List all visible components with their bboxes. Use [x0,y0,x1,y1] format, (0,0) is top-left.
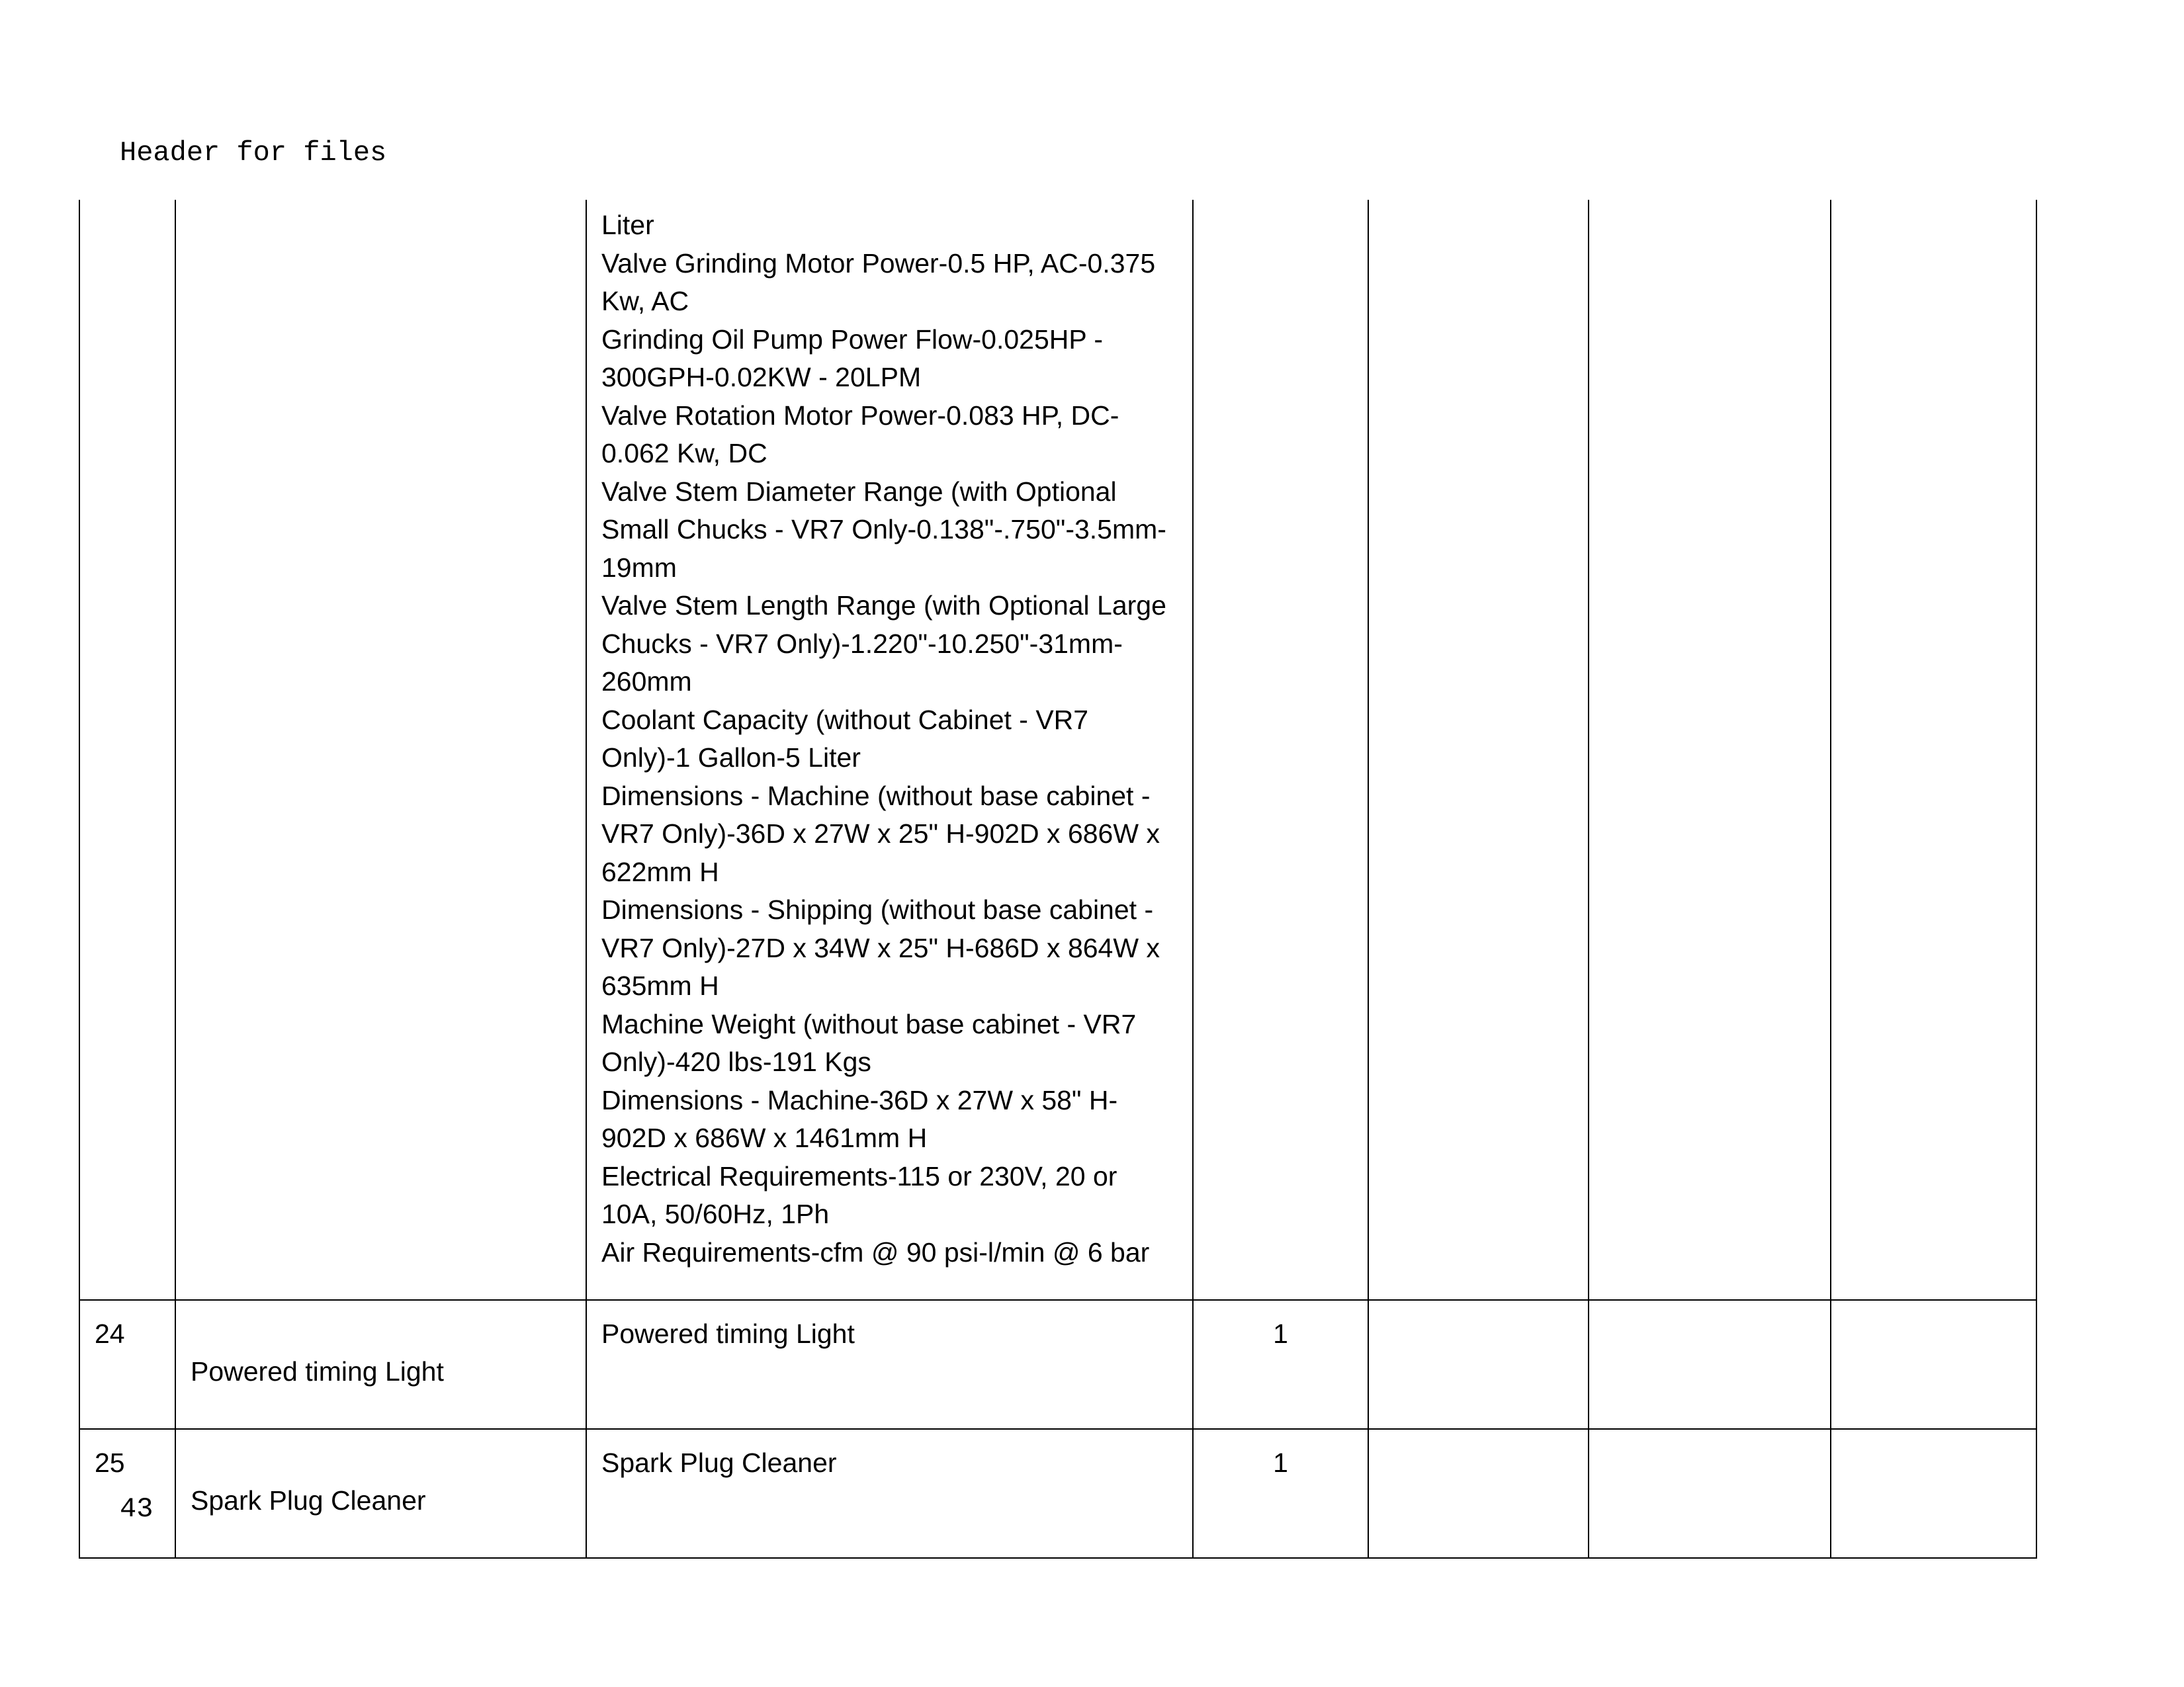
spec-line: Electrical Requirements-115 or 230V, 20 or 10A, 50/60Hz, 1Ph [601,1160,1117,1229]
cell-specification: Spark Plug Cleaner [586,1429,1193,1558]
cell-col5 [1368,1429,1589,1558]
cell-number: 25 [79,1429,175,1558]
cell-col6 [1589,1429,1831,1558]
cell-specification: Powered timing Light [586,1300,1193,1429]
cell-name [175,200,586,1300]
spec-line: Coolant Capacity (without Cabinet - VR7 Only)-1 Gallon-5 Liter [601,704,1089,773]
spec-line: Valve Stem Diameter Range (with Optional Small Chucks - VR7 Only-0.138"-.750"-3.5mm-19mm [601,476,1166,583]
cell-col6 [1589,200,1831,1300]
cell-number [79,200,175,1300]
table-row [79,1429,2036,1558]
spec-line: Liter [601,210,654,240]
spec-line: Valve Stem Length Range (with Optional Large Chucks - VR7 Only)-1.220"-10.250"-31mm-260mm [601,590,1166,697]
cell-specification [586,200,1193,1300]
spec-line: Valve Rotation Motor Power-0.083 HP, DC-0.062 Kw, DC [601,400,1119,468]
table-row-continued [79,200,2036,1300]
cell-quantity: 1 [1193,1300,1368,1429]
spec-line: Machine Weight (without base cabinet - VR7 Only)-420 lbs-191 Kgs [601,1008,1137,1077]
table-row [79,1300,2036,1429]
cell-col7 [1831,1300,2036,1429]
cell-col7 [1831,1429,2036,1558]
cell-col5 [1368,200,1589,1300]
spec-line: Valve Grinding Motor Power-0.5 HP, AC-0.375 Kw, AC [601,247,1156,316]
spec-line: Dimensions - Shipping (without base cabinet - VR7 Only)-27D x 34W x 25" H-686D x 864W x 635mm H [601,894,1160,1001]
page-header: Header for files [120,137,387,169]
spec-line: Dimensions - Machine-36D x 27W x 58" H-902D x 686W x 1461mm H [601,1084,1118,1153]
cell-quantity [1193,200,1368,1300]
cell-quantity: 1 [1193,1429,1368,1558]
cell-col5 [1368,1300,1589,1429]
spec-line: Dimensions - Machine (without base cabinet - VR7 Only)-36D x 27W x 25" H-902D x 686W x 622mm H [601,780,1160,887]
cell-col7 [1831,200,2036,1300]
cell-name: Spark Plug Cleaner [175,1429,586,1558]
cell-name: Powered timing Light [175,1300,586,1429]
specification-table [79,200,2037,1559]
spec-line: Air Requirements-cfm @ 90 psi-l/min @ 6 bar [601,1236,1150,1268]
spec-line: Grinding Oil Pump Power Flow-0.025HP - 300GPH-0.02KW - 20LPM [601,324,1104,392]
page-number: 43 [120,1493,153,1525]
cell-number: 24 [79,1300,175,1429]
cell-col6 [1589,1300,1831,1429]
